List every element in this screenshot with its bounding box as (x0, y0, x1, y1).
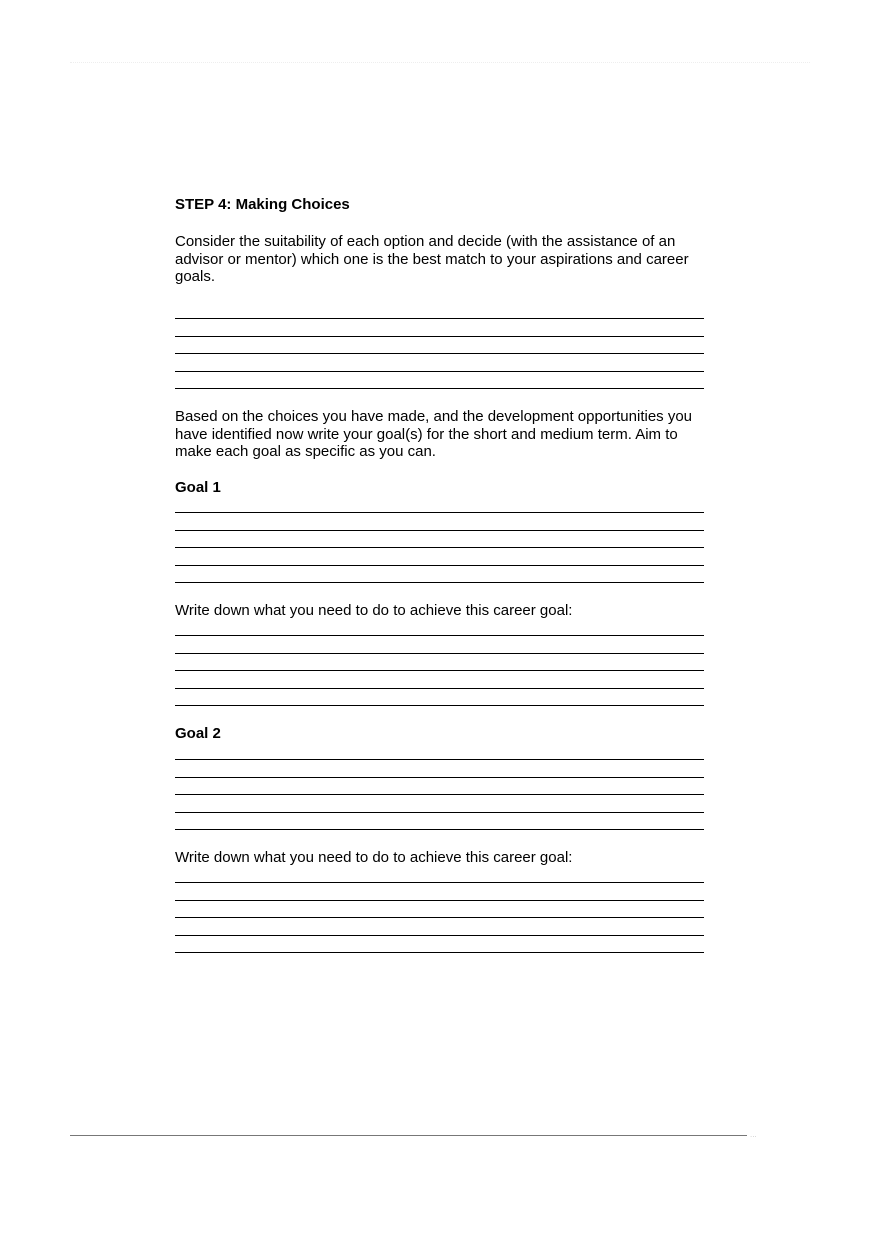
based-paragraph: Based on the choices you have made, and the development opportunities you have identified now write your goal(s) for the short and medium term. Aim to make each goal as specific as you can. (175, 408, 693, 460)
answer-line[interactable] (175, 935, 704, 936)
answer-line[interactable] (175, 812, 704, 813)
answer-line[interactable] (175, 882, 704, 883)
answer-line[interactable] (175, 829, 704, 830)
answer-line[interactable] (175, 336, 704, 337)
answer-line[interactable] (175, 952, 704, 953)
answer-line[interactable] (175, 565, 704, 566)
goal1-prompt: Write down what you need to do to achieve this career goal: (175, 602, 573, 619)
answer-line[interactable] (175, 530, 704, 531)
answer-line[interactable] (175, 670, 704, 671)
answer-line[interactable] (175, 388, 704, 389)
answer-line[interactable] (175, 759, 704, 760)
answer-line[interactable] (175, 635, 704, 636)
answer-line[interactable] (175, 794, 704, 795)
answer-line[interactable] (175, 353, 704, 354)
answer-line[interactable] (175, 900, 704, 901)
answer-line[interactable] (175, 582, 704, 583)
step-heading: STEP 4: Making Choices (175, 196, 350, 213)
answer-line[interactable] (175, 653, 704, 654)
answer-line[interactable] (175, 371, 704, 372)
footer-divider (70, 1135, 747, 1136)
goal1-heading: Goal 1 (175, 479, 221, 496)
answer-line[interactable] (175, 705, 704, 706)
answer-line[interactable] (175, 917, 704, 918)
answer-line[interactable] (175, 547, 704, 548)
header-divider (70, 62, 810, 63)
answer-line[interactable] (175, 318, 704, 319)
answer-line[interactable] (175, 512, 704, 513)
footer-text: ... (750, 1130, 757, 1139)
answer-line[interactable] (175, 777, 704, 778)
answer-line[interactable] (175, 688, 704, 689)
goal2-heading: Goal 2 (175, 725, 221, 742)
intro-paragraph: Consider the suitability of each option and decide (with the assistance of an advisor or mentor) which one is the best match to your aspirations and career goals. (175, 233, 689, 285)
goal2-prompt: Write down what you need to do to achieve this career goal: (175, 849, 573, 866)
